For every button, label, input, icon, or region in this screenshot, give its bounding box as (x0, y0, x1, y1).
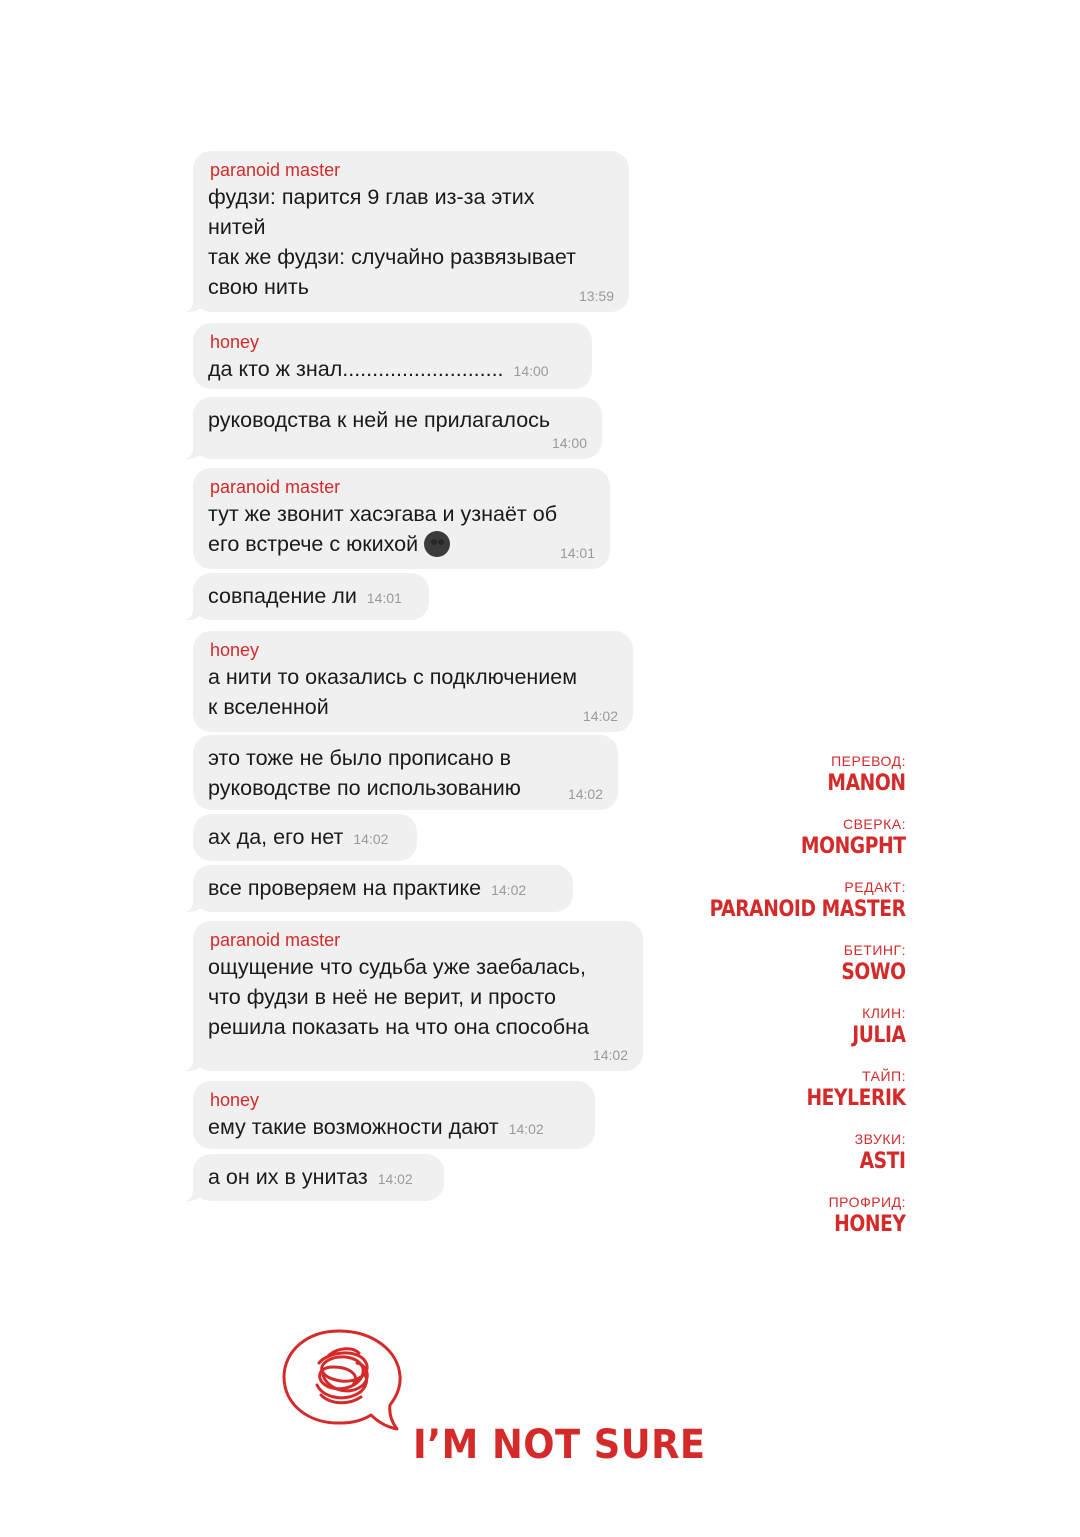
message-bubble[interactable] (193, 1081, 595, 1149)
new-moon-emoji-icon (424, 531, 450, 557)
credit-name: ASTI (860, 1149, 906, 1174)
credit-editing (675, 878, 906, 924)
credit-clean (675, 1004, 906, 1050)
credit-role: ПРОФРИД: (828, 1194, 906, 1210)
credit-name: MANON (827, 771, 906, 796)
message-time: 14:02 (567, 786, 603, 802)
message-sender[interactable]: honey (210, 1090, 260, 1110)
credit-role: СВЕРКА: (842, 816, 906, 832)
message-time: 14:02 (592, 1047, 628, 1063)
message-bubble[interactable] (193, 631, 633, 732)
credit-name: PARANOID MASTER (710, 897, 906, 922)
message-text: тут же звонит хасэгава и узнаёт об его встрече с юкихой (208, 502, 558, 556)
credit-name: HEYLERIK (806, 1086, 906, 1111)
credit-role: РЕДАКТ: (844, 879, 906, 895)
credit-name: SOWO (841, 960, 906, 985)
message-bubble[interactable] (193, 865, 573, 912)
credit-role: ЗВУКИ: (854, 1131, 906, 1147)
message-text: фудзи: парится 9 глав из-за этих нитей так же фудзи: случайно развязывает свою нить (208, 185, 577, 299)
logo-scribble-bubble-icon (279, 1325, 409, 1445)
message-text: а нити то оказались с подключением к вселенной (208, 665, 578, 719)
credit-translation (675, 752, 906, 798)
message-text: ах да, его нет (208, 825, 344, 849)
message-time: 14:02 (491, 882, 527, 898)
credit-role: ТАЙП: (862, 1068, 906, 1084)
message-time: 13:59 (578, 288, 614, 304)
message-bubble[interactable] (193, 323, 592, 389)
credit-role: ПЕРЕВОД: (831, 753, 906, 769)
credit-sounds (675, 1130, 906, 1176)
message-bubble[interactable] (193, 397, 602, 459)
message-sender[interactable]: paranoid master (210, 160, 341, 180)
message-bubble[interactable] (193, 735, 618, 810)
credit-role: БЕТИНГ: (843, 942, 906, 958)
message-text: ему такие возможности дают (208, 1115, 499, 1139)
message-bubble[interactable] (193, 468, 610, 569)
message-text: а он их в унитаз (208, 1165, 368, 1189)
message-time: 14:02 (582, 708, 618, 724)
credit-role: КЛИН: (862, 1005, 906, 1021)
message-time: 14:02 (377, 1171, 413, 1187)
credit-beta (675, 941, 906, 987)
message-bubble[interactable] (193, 573, 429, 620)
message-time: 14:02 (353, 831, 389, 847)
message-text: совпадение ли (208, 584, 357, 608)
credit-name: JULIA (852, 1023, 906, 1048)
message-text: руководства к ней не прилагалось (208, 408, 551, 432)
message-text: да кто ж знал........................... (208, 357, 504, 381)
credit-name: HONEY (834, 1212, 906, 1237)
credit-name: MONGPHT (801, 834, 906, 859)
message-sender[interactable]: paranoid master (210, 930, 341, 950)
message-time: 14:01 (366, 590, 402, 606)
credit-proofread (675, 1193, 906, 1239)
credits-list (675, 752, 906, 1256)
message-text: это тоже не было прописано в руководстве по использованию (208, 746, 521, 800)
message-text: все проверяем на практике (208, 876, 482, 900)
message-text: ощущение что судьба уже заебалась, что фудзи в неё не верит, и просто решила показать на что она способна (208, 955, 589, 1039)
credit-type (675, 1067, 906, 1113)
message-time: 14:01 (559, 545, 595, 561)
message-time: 14:02 (508, 1121, 544, 1137)
message-bubble[interactable] (193, 1154, 444, 1201)
message-time: 14:00 (551, 435, 587, 451)
message-time: 14:00 (513, 363, 549, 379)
logo-text: I’M NOT SURE (413, 1422, 706, 1468)
message-bubble[interactable] (193, 921, 643, 1071)
credit-proofcheck (675, 815, 906, 861)
message-bubble[interactable] (193, 814, 417, 861)
message-sender[interactable]: honey (210, 640, 260, 660)
message-bubble[interactable] (193, 151, 629, 312)
message-sender[interactable]: paranoid master (210, 477, 341, 497)
message-sender[interactable]: honey (210, 332, 260, 352)
